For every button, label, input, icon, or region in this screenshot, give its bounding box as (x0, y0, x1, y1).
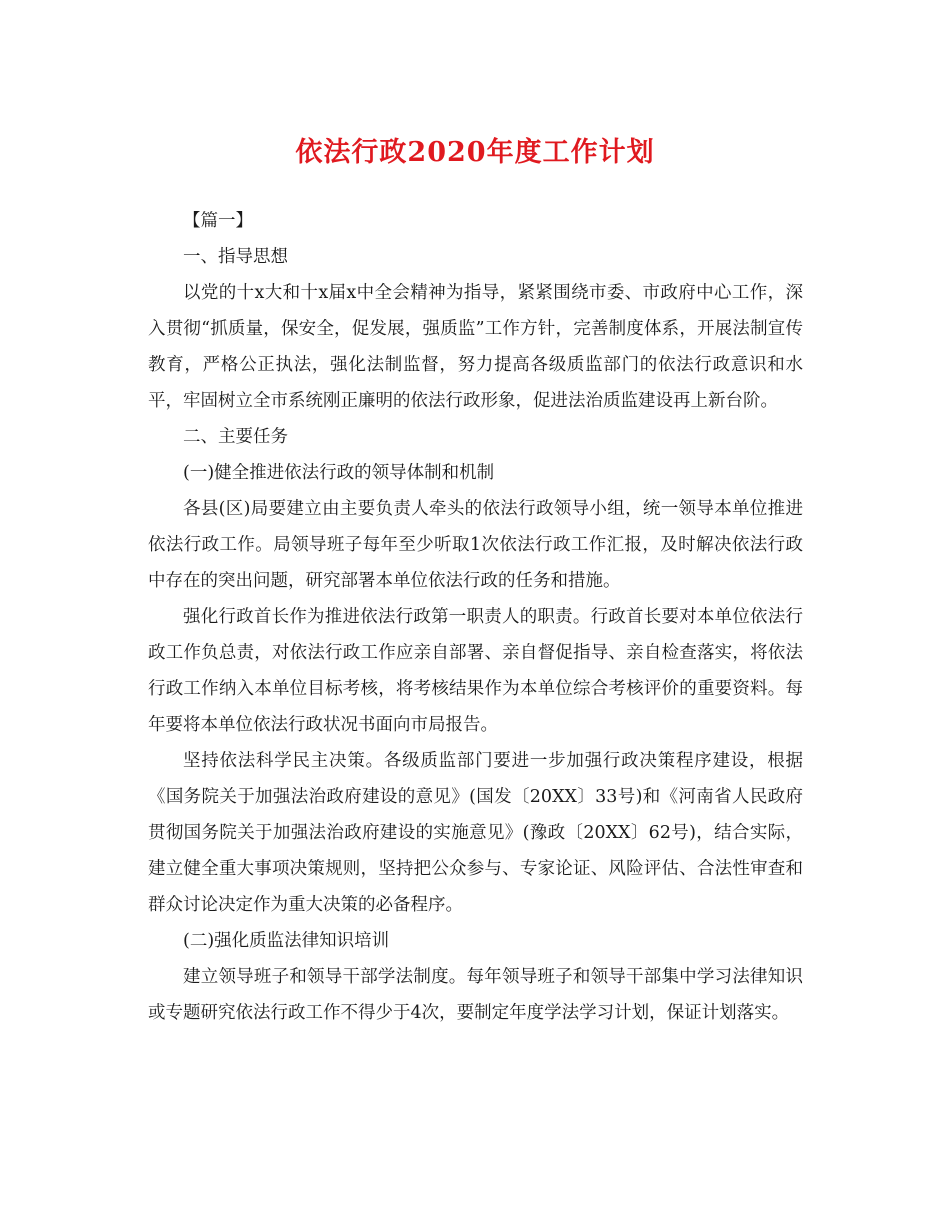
document-body (148, 203, 803, 1031)
document-title: 依法行政2020年度工作计划 (295, 137, 655, 168)
subheading-leadership-system: (一)健全推进依法行政的领导体制和机制 (183, 463, 495, 483)
paragraph-guiding-ideology: 以党的十x大和十x届x中全会精神为指导，紧紧围绕市委、市政府中心工作，深入贯彻“抓质量，保安全，促发展，强质监”工作方针，完善制度体系，开展法制宣传教育，严格公正执法，强化法制监督，努力提高各级质监部门的依法行政意识和水平，牢固树立全市系统刚正廉明的依法行政形象，促进法治质监建设再上新台阶。 (148, 283, 803, 411)
paragraph-leadership-group: 各县(区)局要建立由主要负责人牵头的依法行政领导小组，统一领导本单位推进依法行政工作。局领导班子每年至少听取1次依法行政工作汇报，及时解决依法行政中存在的突出问题，研究部署本单位依法行政的任务和措施。 (148, 499, 803, 591)
heading-main-tasks: 二、主要任务 (183, 427, 288, 447)
section-label: 【篇一】 (183, 211, 253, 231)
subheading-legal-training: (二)强化质监法律知识培训 (183, 931, 390, 951)
paragraph-administrative-head: 强化行政首长作为推进依法行政第一职责人的职责。行政首长要对本单位依法行政工作负总责，对依法行政工作应亲自部署、亲自督促指导、亲自检查落实，将依法行政工作纳入本单位目标考核，将考核结果作为本单位综合考核评价的重要资料。每年要将本单位依法行政状况书面向市局报告。 (148, 607, 803, 735)
paragraph-scientific-decision: 坚持依法科学民主决策。各级质监部门要进一步加强行政决策程序建设，根据《国务院关于加强法治政府建设的意见》(国发〔20XX〕33号)和《河南省人民政府贯彻国务院关于加强法治政府建设的实施意见》(豫政〔20XX〕62号)，结合实际，建立健全重大事项决策规则，坚持把公众参与、专家论证、风险评估、合法性审查和群众讨论决定作为重大决策的必备程序。 (148, 751, 803, 915)
paragraph-study-system: 建立领导班子和领导干部学法制度。每年领导班子和领导干部集中学习法律知识或专题研究依法行政工作不得少于4次，要制定年度学法学习计划，保证计划落实。 (148, 967, 803, 1023)
heading-guiding-ideology: 一、指导思想 (183, 247, 288, 267)
